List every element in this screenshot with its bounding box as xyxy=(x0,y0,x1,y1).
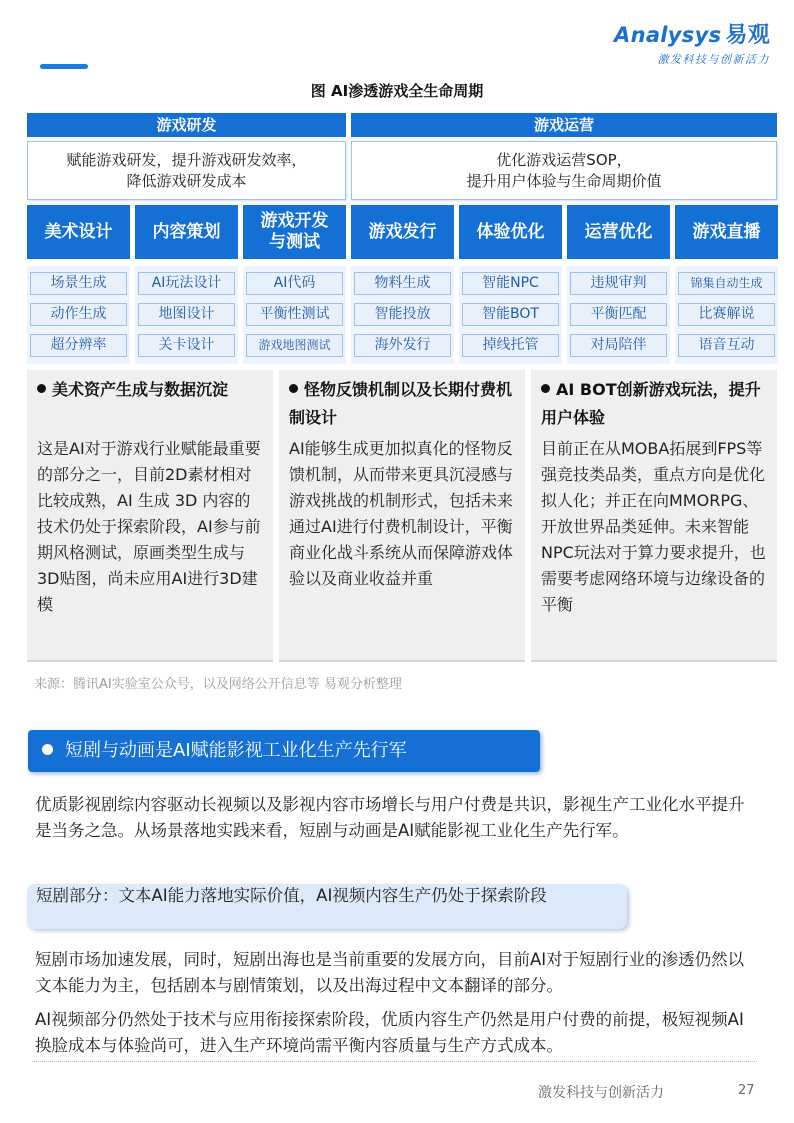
card-title: AI BOT创新游戏玩法，提升用户体验 xyxy=(541,380,761,427)
tag-column-content xyxy=(135,266,238,364)
source-note: 来源：腾讯AI实验室公众号，以及网络公开信息等 易观分析整理 xyxy=(34,677,402,692)
tag: 平衡性测试 xyxy=(246,303,343,326)
section-banner xyxy=(28,730,540,772)
bullet-icon xyxy=(42,744,53,755)
tag-column-live xyxy=(675,266,778,364)
tag: 关卡设计 xyxy=(138,334,235,357)
category-ops: 运营优化 xyxy=(567,205,670,259)
footer-divider xyxy=(32,1061,757,1062)
tag: 智能BOT xyxy=(462,303,559,326)
accent-bar xyxy=(40,64,88,69)
category-experience: 体验优化 xyxy=(459,205,562,259)
insight-card-mechanism xyxy=(279,370,525,662)
phase-header-ops: 游戏运营 xyxy=(351,113,777,137)
figure-title: 图 AI渗透游戏全生命周期 xyxy=(310,82,484,100)
brand-logo xyxy=(614,18,770,49)
logo-text: Analysys xyxy=(614,23,722,47)
logo-cn: 易观 xyxy=(725,23,770,48)
category-content: 内容策划 xyxy=(135,205,238,259)
tag: 掉线托管 xyxy=(462,334,559,357)
tag: 锦集自动生成 xyxy=(678,272,775,295)
category-publish: 游戏发行 xyxy=(351,205,454,259)
footer-slogan: 激发科技与创新活力 xyxy=(538,1085,664,1101)
tag-column-ops xyxy=(567,266,670,364)
insight-card-art xyxy=(27,370,273,662)
tag: 超分辨率 xyxy=(30,334,127,357)
tag: AI玩法设计 xyxy=(138,272,235,295)
brand-slogan: 激发科技与创新活力 xyxy=(657,53,770,66)
insight-card-bot xyxy=(531,370,777,662)
bullet-icon xyxy=(289,384,298,393)
phase-desc-dev: 赋能游戏研发，提升游戏研发效率， 降低游戏研发成本 xyxy=(27,141,346,200)
tag-column-experience xyxy=(459,266,562,364)
tag: 语音互动 xyxy=(678,334,775,357)
tag: 智能投放 xyxy=(354,303,451,326)
tag: 智能NPC xyxy=(462,272,559,295)
tag: 地图设计 xyxy=(138,303,235,326)
tag-column-art xyxy=(27,266,130,364)
phase-desc-ops: 优化游戏运营SOP， 提升用户体验与生命周期价值 xyxy=(351,141,777,200)
category-art: 美术设计 xyxy=(27,205,130,259)
tag: AI代码 xyxy=(246,272,343,295)
paragraph-short-drama: 短剧市场加速发展，同时，短剧出海也是当前重要的发展方向，目前AI对于短剧行业的渗透仍然以文本能力为主，包括剧本与剧情策划，以及出海过程中文本翻译的部分。 xyxy=(35,950,745,995)
tag: 违规审判 xyxy=(570,272,667,295)
tag: 动作生成 xyxy=(30,303,127,326)
section-title: 短剧与动画是AI赋能影视工业化生产先行军 xyxy=(65,740,407,761)
page-number: 27 xyxy=(738,1083,755,1098)
tag: 海外发行 xyxy=(354,334,451,357)
card-body: 这是AI对于游戏行业赋能最重要的部分之一，目前2D素材相对比较成熟，AI 生成 3D 内容的技术仍处于探索阶段，AI参与前期风格测试，原画类型生成与3D贴图，尚未应用AI进行3D建模 xyxy=(37,439,261,614)
bullet-icon xyxy=(541,384,550,393)
tag: 物料生成 xyxy=(354,272,451,295)
tag: 对局陪伴 xyxy=(570,334,667,357)
paragraph-ai-video: AI视频部分仍然处于技术与应用衔接探索阶段，优质内容生产仍然是用户付费的前提，极短视频AI换脸成本与体验尚可，进入生产环境尚需平衡内容质量与生产方式成本。 xyxy=(35,1010,744,1055)
tag: 平衡匹配 xyxy=(570,303,667,326)
card-body: AI能够生成更加拟真化的怪物反馈机制，从而带来更具沉浸感与游戏挑战的机制形式，包括未来通过AI进行付费机制设计，平衡商业化战斗系统从而保障游戏体验以及商业收益并重 xyxy=(289,439,514,588)
category-live: 游戏直播 xyxy=(675,205,778,259)
card-title: 怪物反馈机制以及长期付费机制设计 xyxy=(289,380,513,427)
section-intro: 优质影视剧综内容驱动长视频以及影视内容市场增长与用户付费是共识，影视生产工业化水平提升是当务之急。从场景落地实践来看，短剧与动画是AI赋能影视工业化生产先行军。 xyxy=(35,795,745,840)
tag: 游戏地图测试 xyxy=(246,334,343,357)
card-body: 目前正在从MOBA拓展到FPS等强竞技类品类，重点方向是优化拟人化；并正在向MMORPG、开放世界品类延伸。未来智能NPC玩法对于算力要求提升，也需要考虑网络环境与边缘设备的平衡 xyxy=(541,439,766,614)
card-title: 美术资产生成与数据沉淀 xyxy=(37,376,265,404)
category-dev-test: 游戏开发 与测试 xyxy=(243,205,346,259)
bullet-icon xyxy=(37,384,46,393)
tag-column-publish xyxy=(351,266,454,364)
phase-header-dev: 游戏研发 xyxy=(27,113,346,137)
highlight-text: 短剧部分：文本AI能力落地实际价值，AI视频内容生产仍处于探索阶段 xyxy=(36,886,547,905)
brand-header xyxy=(614,18,770,67)
tag-column-dev-test xyxy=(243,266,346,364)
tag: 场景生成 xyxy=(30,272,127,295)
tag: 比赛解说 xyxy=(678,303,775,326)
